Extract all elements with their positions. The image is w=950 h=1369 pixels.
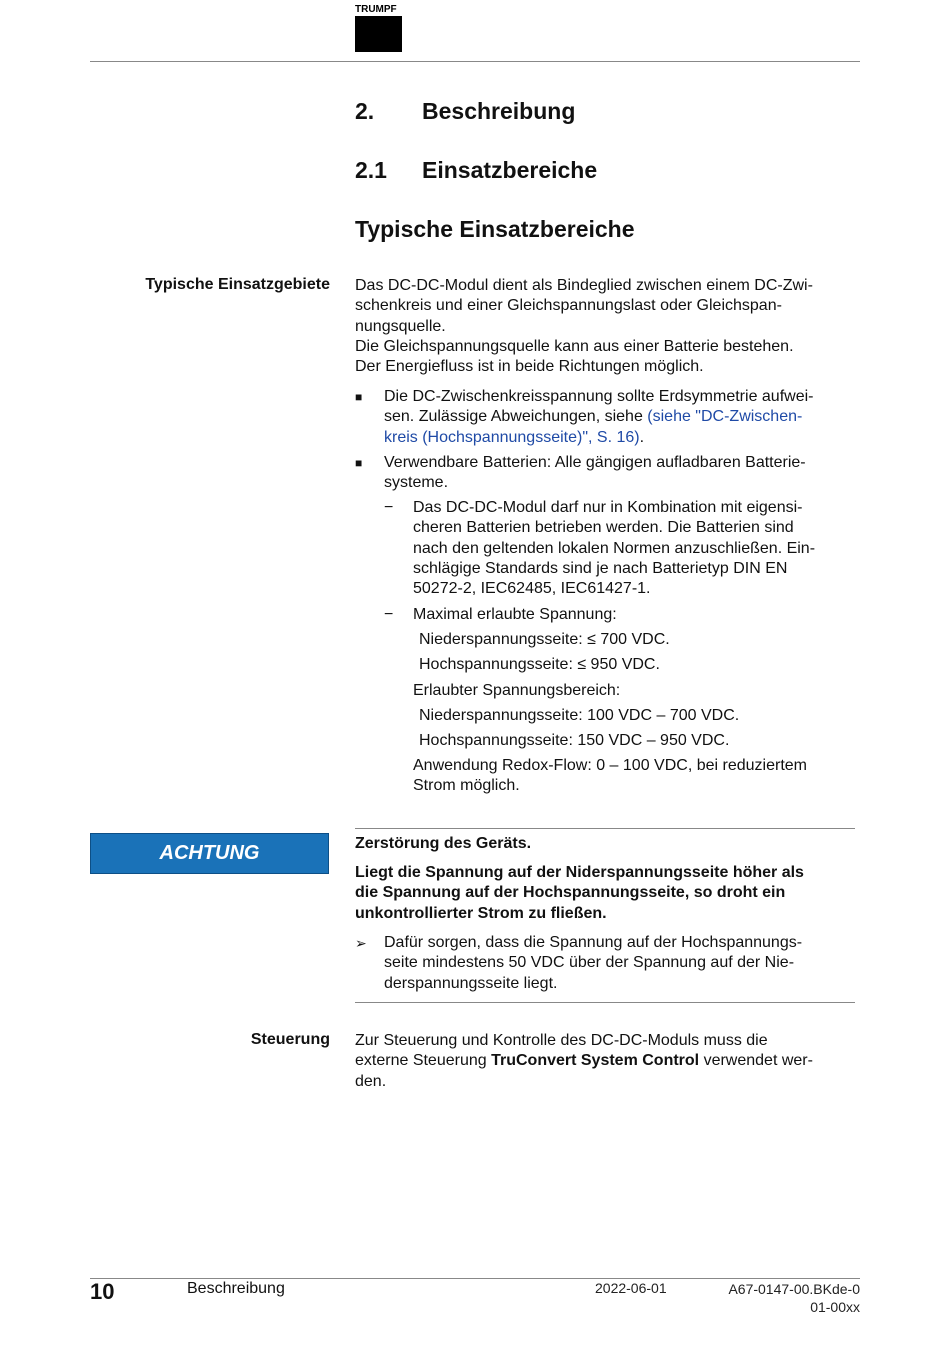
footer-title: Beschreibung xyxy=(187,1280,285,1297)
square-bullet-icon: ■ xyxy=(355,390,363,404)
subsection-heading: Typische Einsatzbereiche xyxy=(355,216,635,242)
action-line: seite mindestens 50 VDC über der Spannung auf der Nie- xyxy=(384,954,795,972)
achtung-text: ACHTUNG xyxy=(159,842,260,864)
steuerung-line: den. xyxy=(355,1072,387,1090)
arrow-bullet-icon: ➢ xyxy=(355,935,367,951)
logo-text: TRUMPF xyxy=(355,4,397,15)
intro-line: Das DC-DC-Modul dient als Bindeglied zwischen einem DC-Zwi- xyxy=(355,277,813,294)
footer-doc-number xyxy=(728,1280,860,1316)
range-high-voltage: Hochspannungsseite: 150 VDC – 950 VDC. xyxy=(419,732,730,749)
warning-line: Liegt die Spannung auf der Niderspannungsseite höher als xyxy=(355,864,804,881)
bullet-line: . xyxy=(639,428,645,446)
range-title: Erlaubter Spannungsbereich: xyxy=(413,682,621,699)
intro-line: Die Gleichspannungsquelle kann aus einer Batterie bestehen. xyxy=(355,337,794,355)
bullet-line: Die DC-Zwischenkreisspannung sollte Erdsymmetrie aufwei- xyxy=(384,388,814,405)
footer-rule xyxy=(90,1278,860,1279)
dash-item-eigensicher xyxy=(384,498,857,599)
dash-line: nach den geltenden lokalen Normen anzuschließen. Ein- xyxy=(413,539,816,557)
bullet-batterien xyxy=(355,453,857,494)
header-rule xyxy=(90,61,860,62)
warning-bottom-rule xyxy=(355,1002,855,1003)
redox-line: Anwendung Redox-Flow: 0 – 100 VDC, bei reduziertem xyxy=(413,757,807,774)
action-line: Dafür sorgen, dass die Spannung auf der Hochspannungs- xyxy=(384,934,803,951)
max-high-voltage: Hochspannungsseite: ≤ 950 VDC. xyxy=(419,656,660,673)
dash-line: Maximal erlaubte Spannung: xyxy=(413,606,617,623)
doc-number-line: A67-0147-00.BKde-0 xyxy=(728,1281,860,1297)
dash-bullet-icon: − xyxy=(384,606,394,623)
side-label-steuerung: Steuerung xyxy=(250,1031,330,1048)
action-line: derspannungsseite liegt. xyxy=(384,974,558,992)
page-number: 10 xyxy=(90,1279,115,1304)
steuerung-line: Zur Steuerung und Kontrolle des DC-DC-Moduls muss die xyxy=(355,1032,768,1049)
trumpf-logo xyxy=(355,4,402,52)
max-low-voltage: Niederspannungsseite: ≤ 700 VDC. xyxy=(419,631,670,648)
side-label-einsatzgebiete: Typische Einsatzgebiete xyxy=(145,276,330,293)
warning-line: unkontrollierter Strom zu fließen. xyxy=(355,904,607,922)
footer-date: 2022-06-01 xyxy=(595,1280,667,1296)
square-bullet-icon: ■ xyxy=(355,456,363,470)
logo-block xyxy=(355,16,402,52)
redox-line: Strom möglich. xyxy=(413,777,520,794)
warning-message xyxy=(355,863,855,924)
range-low-voltage: Niederspannungsseite: 100 VDC – 700 VDC. xyxy=(419,707,740,724)
steuerung-line: externe Steuerung xyxy=(355,1052,492,1070)
bullet-erdsymmetrie xyxy=(355,387,857,448)
chapter-heading xyxy=(355,98,575,125)
section-heading xyxy=(355,157,597,184)
achtung-label xyxy=(90,833,329,874)
doc-number-line: 01-00xx xyxy=(810,1299,860,1315)
warning-title: Zerstörung des Geräts. xyxy=(355,835,532,852)
dash-line: 50272-2, IEC62485, IEC61427-1. xyxy=(413,580,651,598)
chapter-title: Beschreibung xyxy=(422,98,576,124)
cross-reference-link[interactable]: kreis (Hochspannungsseite)", S. 16) xyxy=(384,428,640,446)
dash-bullet-icon: − xyxy=(384,499,394,516)
cross-reference-link[interactable]: (siehe "DC-Zwischen- xyxy=(647,408,803,426)
dash-line: cheren Batterien betrieben werden. Die Batterien sind xyxy=(413,519,794,537)
steuerung-line: verwendet wer- xyxy=(699,1052,813,1070)
bullet-line: Verwendbare Batterien: Alle gängigen aufladbaren Batterie- xyxy=(384,454,806,471)
intro-paragraph xyxy=(355,276,857,377)
dash-item-max-spannung xyxy=(384,605,857,625)
bullet-line: sen. Zulässige Abweichungen, siehe xyxy=(384,408,648,426)
dash-line: Das DC-DC-Modul darf nur in Kombination mit eigensi- xyxy=(413,499,803,516)
section-number: 2.1 xyxy=(355,157,387,183)
intro-line: nungsquelle. xyxy=(355,317,446,335)
warning-top-rule xyxy=(355,828,855,829)
bullet-line: systeme. xyxy=(384,474,449,492)
warning-line: die Spannung auf der Hochspannungsseite, so droht ein xyxy=(355,884,786,902)
product-name: TruConvert System Control xyxy=(491,1052,700,1070)
warning-action xyxy=(355,933,855,994)
intro-line: Der Energiefluss ist in beide Richtungen möglich. xyxy=(355,358,704,376)
section-title: Einsatzbereiche xyxy=(422,157,598,183)
dash-line: schlägige Standards sind je nach Batterietyp DIN EN xyxy=(413,559,788,577)
steuerung-paragraph xyxy=(355,1031,857,1092)
chapter-number: 2. xyxy=(355,98,375,124)
intro-line: schenkreis und einer Gleichspannungslast oder Gleichspan- xyxy=(355,297,782,315)
